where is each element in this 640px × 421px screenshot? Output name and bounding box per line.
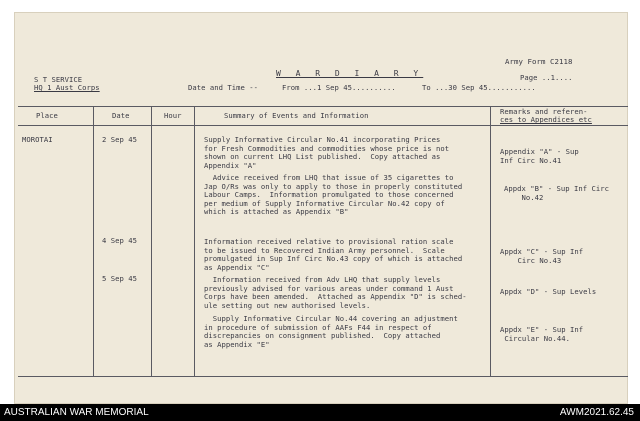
entry-remark: Appdx "E" - Sup Inf Circular No.44. xyxy=(500,325,584,343)
col-divider-summary xyxy=(490,106,491,376)
place-cell: MOROTAI xyxy=(22,135,53,144)
footer-accession-number: AWM2021.62.45 xyxy=(559,407,634,418)
col-header-date: Date xyxy=(112,111,130,120)
unit-name: S T SERVICE xyxy=(34,75,83,84)
entry-date: 2 Sep 45 xyxy=(102,135,138,144)
page-number: Page ..1.... xyxy=(520,73,573,82)
col-divider-hour xyxy=(194,106,195,376)
footer-institution: AUSTRALIAN WAR MEMORIAL xyxy=(4,407,149,418)
entry-date: 5 Sep 45 xyxy=(102,274,138,283)
entry-remark: Appdx "D" - Sup Levels xyxy=(500,287,597,296)
entry-summary: Supply Informative Circular No.41 incorporating Prices for Fresh Commodities and commodities whose price is not shown on current LHQ List published. Copy attached as Appendix "A" xyxy=(204,135,450,170)
entry-remark: Appdx "C" - Sup Inf Circ No.43 xyxy=(500,247,584,265)
header-bottom-rule xyxy=(18,125,628,126)
archive-footer xyxy=(0,404,640,421)
to-date: To ...30 Sep 45........... xyxy=(422,83,536,92)
entry-remark: Appendix "A" - Sup Inf Circ No.41 xyxy=(500,147,579,165)
entry-summary: Information received from Adv LHQ that supply levels previously advised for various areas under command 1 Aust Corps have been amended. Attached as Appendix "D" is sched- ule setting out new authorised levels. xyxy=(204,275,467,310)
col-divider-date xyxy=(151,106,152,376)
entry-remark: Appdx "B" - Sup Inf Circ No.42 xyxy=(504,184,610,202)
war-diary-sheet xyxy=(14,12,628,404)
entry-summary: Information received relative to provisional ration scale to be issued to Recovered Indian Army personnel. Scale promulgated in Sup Inf Circ No.43 copy of which is attached as Appendix "C" xyxy=(204,237,463,272)
from-date: From ...1 Sep 45.......... xyxy=(282,83,396,92)
diary-title: W A R D I A R Y xyxy=(276,69,424,78)
table-bottom-rule xyxy=(18,376,628,377)
col-header-summary: Summary of Events and Information xyxy=(224,111,369,120)
col-header-hour: Hour xyxy=(164,111,182,120)
entry-date: 4 Sep 45 xyxy=(102,236,138,245)
col-divider-place xyxy=(93,106,94,376)
army-form-label: Army Form C2118 xyxy=(505,57,573,66)
entry-summary: Supply Informative Circular No.44 covering an adjustment in procedure of submission of AAFs F44 in respect of discrepancies on consignment published. Copy attached as Appendix "E" xyxy=(204,314,458,349)
col-header-place: Place xyxy=(36,111,58,120)
entry-summary: Advice received from LHQ that issue of 35 cigarettes to Jap O/Rs was only to apply to those in properly constituted Labour Camps. Information promulgated to those concerned per medium of Supply Informative Circular No.42 copy of which is attached as Appendix "B" xyxy=(204,173,463,217)
col-header-remarks-1: Remarks and referen- xyxy=(500,107,588,116)
col-header-remarks-2: ces to Appendices etc xyxy=(500,115,592,124)
unit-hq: HQ 1 Aust Corps xyxy=(34,83,100,92)
date-time-label: Date and Time -- xyxy=(188,83,259,92)
